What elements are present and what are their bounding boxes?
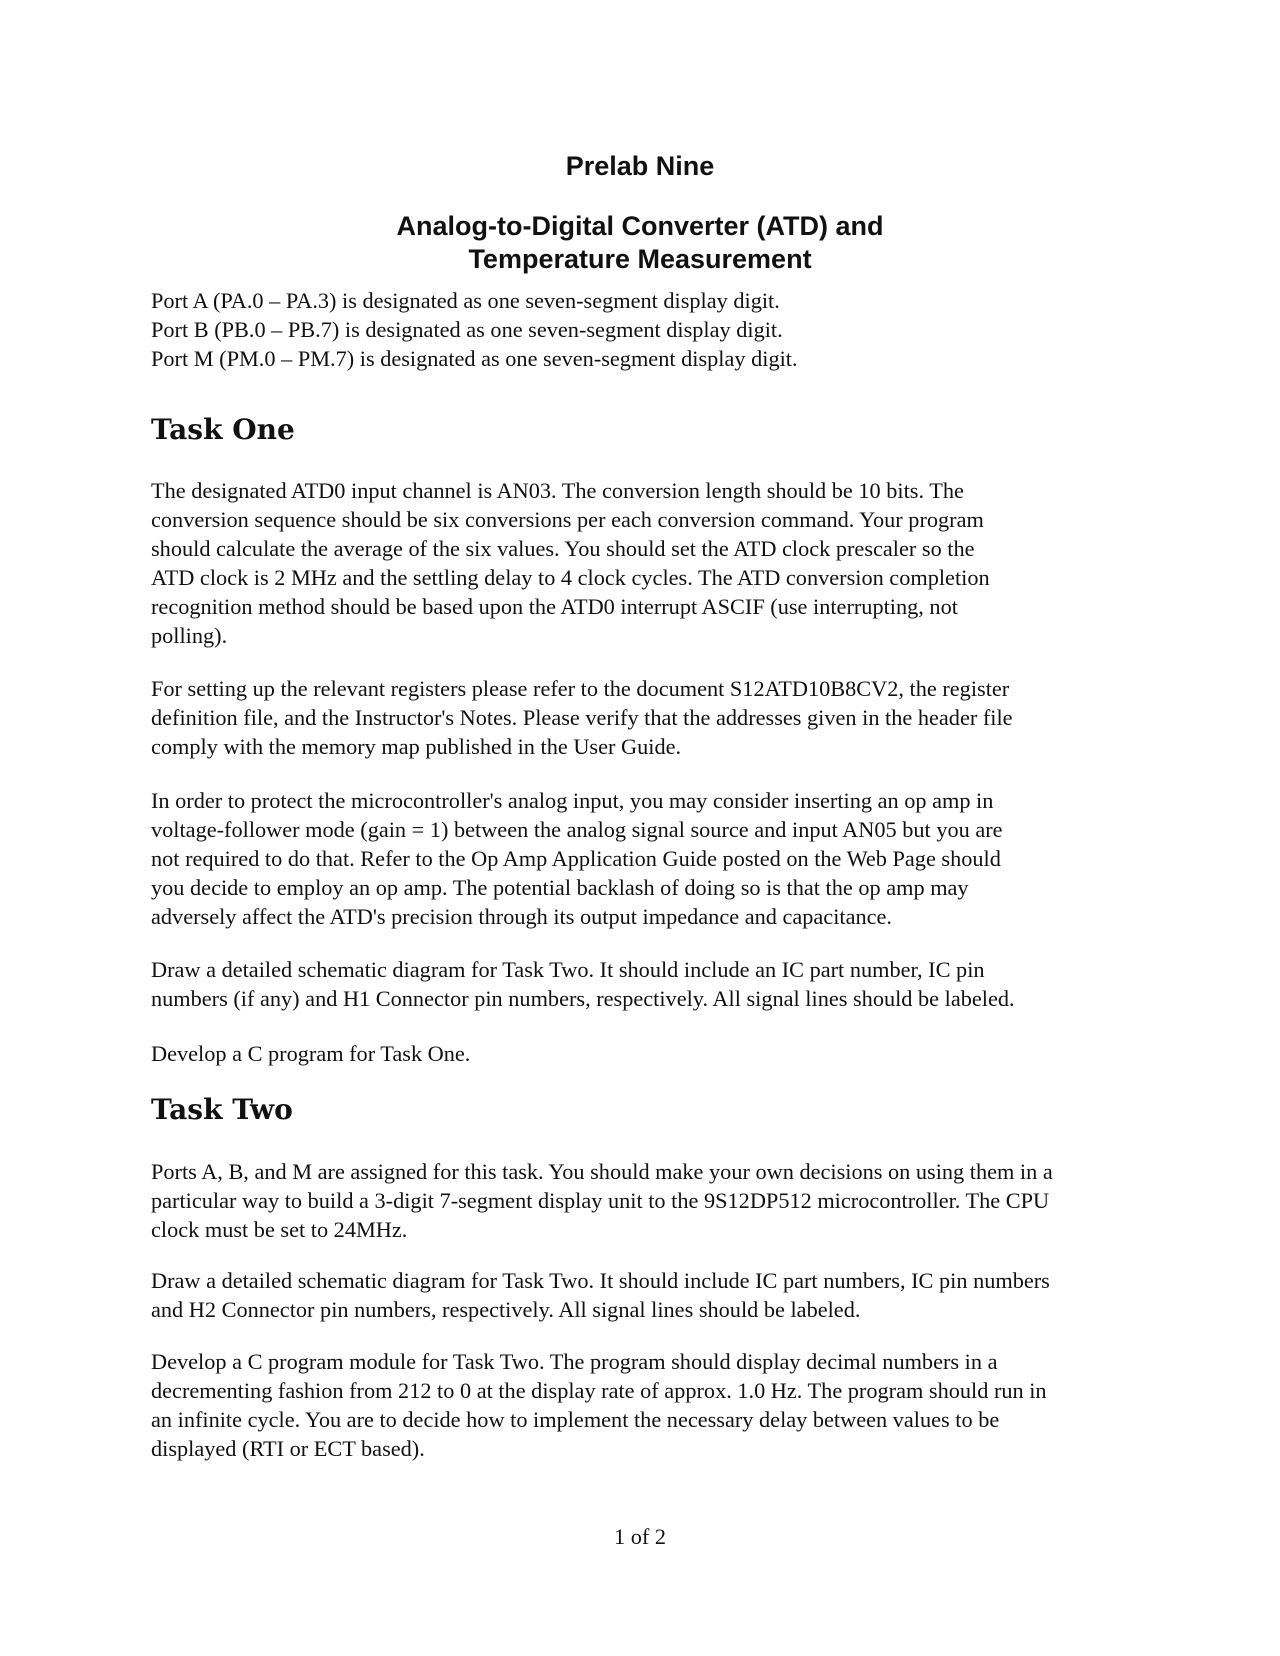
paragraph-line: In order to protect the microcontroller's analog input, you may consider inserting an op amp in (151, 788, 994, 813)
task-one-p3 (151, 786, 1141, 931)
paragraph-line: Develop a C program for Task One. (151, 1041, 471, 1066)
port-line: Port B (PB.0 – PB.7) is designated as one seven-segment display digit. (151, 317, 783, 342)
paragraph-line: definition file, and the Instructor's Notes. Please verify that the addresses given in the header file (151, 705, 1013, 730)
paragraph-line: numbers (if any) and H1 Connector pin numbers, respectively. All signal lines should be labeled. (151, 986, 1015, 1011)
page-title: Prelab Nine (565, 151, 715, 181)
paragraph-line: should calculate the average of the six values. You should set the ATD clock prescaler so the (151, 536, 975, 561)
paragraph-line: The designated ATD0 input channel is AN03. The conversion length should be 10 bits. The (151, 478, 964, 503)
task-one-p5 (151, 1039, 1141, 1068)
paragraph-line: Draw a detailed schematic diagram for Task Two. It should include IC part numbers, IC pin numbers (151, 1268, 1050, 1293)
paragraph-line: not required to do that. Refer to the Op Amp Application Guide posted on the Web Page should (151, 846, 1001, 871)
paragraph-line: Develop a C program module for Task Two. The program should display decimal numbers in a (151, 1349, 998, 1374)
port-assignments (151, 286, 1141, 373)
task-one-p4 (151, 955, 1141, 1013)
page-number: 1 of 2 (613, 1524, 667, 1549)
paragraph-line: recognition method should be based upon the ATD0 interrupt ASCIF (use interrupting, not (151, 594, 958, 619)
subtitle-line: Temperature Measurement (468, 244, 812, 274)
paragraph-line: adversely affect the ATD's precision through its output impedance and capacitance. (151, 904, 893, 929)
paragraph-line: you decide to employ an op amp. The potential backlash of doing so is that the op amp may (151, 875, 969, 900)
task-two-p2 (151, 1266, 1141, 1324)
paragraph-line: particular way to build a 3-digit 7-segment display unit to the 9S12DP512 microcontroller. The CPU (151, 1188, 1050, 1213)
paragraph-line: conversion sequence should be six conversions per each conversion command. Your program (151, 507, 984, 532)
port-line: Port A (PA.0 – PA.3) is designated as one seven-segment display digit. (151, 288, 780, 313)
paragraph-line: comply with the memory map published in the User Guide. (151, 734, 682, 759)
task-one-p1 (151, 476, 1141, 650)
port-list (151, 286, 1141, 373)
port-line: Port M (PM.0 – PM.7) is designated as one seven-segment display digit. (151, 346, 798, 371)
paragraph-line: displayed (RTI or ECT based). (151, 1436, 425, 1461)
paragraph-line: voltage-follower mode (gain = 1) between the analog signal source and input AN05 but you are (151, 817, 1003, 842)
task-two-p1 (151, 1157, 1141, 1244)
subtitle-line: Analog-to-Digital Converter (ATD) and (396, 211, 884, 241)
task-two-heading: Task Two (151, 1093, 293, 1126)
paragraph-line: decrementing fashion from 212 to 0 at the display rate of approx. 1.0 Hz. The program should run in (151, 1378, 1047, 1403)
task-one-heading: Task One (151, 413, 295, 446)
paragraph-line: polling). (151, 623, 228, 648)
paragraph-line: For setting up the relevant registers please refer to the document S12ATD10B8CV2, the register (151, 676, 1010, 701)
page-subtitle (0, 210, 1280, 276)
paragraph-line: and H2 Connector pin numbers, respectively. All signal lines should be labeled. (151, 1297, 861, 1322)
paragraph-line: an infinite cycle. You are to decide how to implement the necessary delay between values to be (151, 1407, 1000, 1432)
task-one-p2 (151, 674, 1141, 761)
paragraph-line: Draw a detailed schematic diagram for Task Two. It should include an IC part number, IC pin (151, 957, 985, 982)
task-two-p3 (151, 1347, 1141, 1463)
paragraph-line: ATD clock is 2 MHz and the settling delay to 4 clock cycles. The ATD conversion completion (151, 565, 990, 590)
paragraph-line: clock must be set to 24MHz. (151, 1217, 408, 1242)
paragraph-line: Ports A, B, and M are assigned for this task. You should make your own decisions on using them in a (151, 1159, 1053, 1184)
